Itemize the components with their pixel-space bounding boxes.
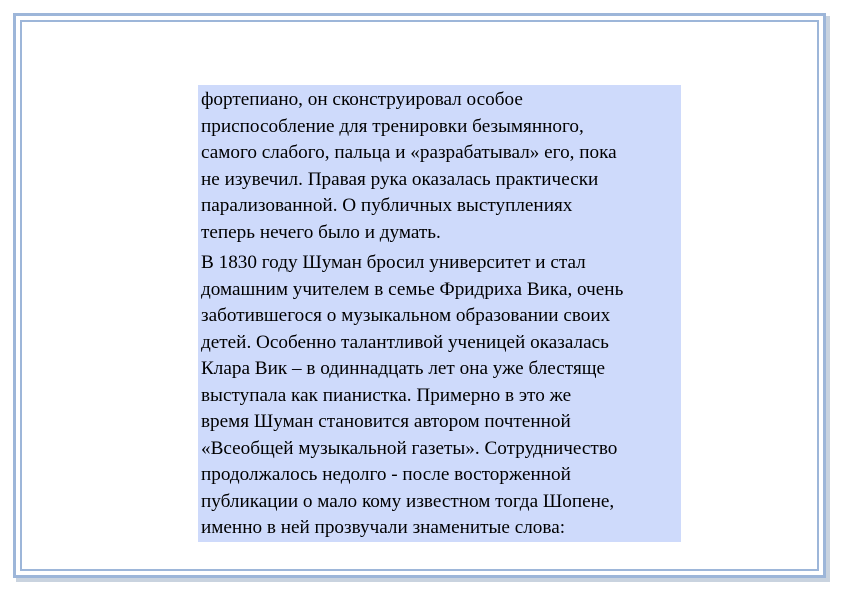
paragraph-line: не изувечил. Правая рука оказалась практически (201, 168, 599, 190)
slide-frame-shadow-right (826, 16, 830, 581)
paragraph-line: В 1830 году Шуман бросил университет и стал (201, 252, 586, 273)
slide-text-box (198, 85, 681, 542)
paragraph-line: заботившегося о музыкальном образовании своих (201, 305, 611, 326)
slide-frame-shadow-bottom (16, 578, 830, 582)
paragraph-line: выступала как пианистка. Примерно в это же (201, 384, 572, 406)
paragraph-1 (201, 87, 678, 246)
paragraph-line: именно в ней прозвучали знаменитые слова: (201, 517, 566, 538)
paragraph-line: публикации о мало кому известном тогда Шопене, (201, 490, 615, 512)
paragraph-line: приспособление для тренировки безымянного, (201, 115, 584, 137)
paragraph-line: детей. Особенно талантливой ученицей оказалась (201, 331, 609, 353)
paragraph-line: фортепиано, он сконструировал особое (201, 89, 523, 110)
paragraph-line: время Шуман становится автором почтенной (201, 411, 571, 432)
paragraph-line: теперь нечего было и думать. (201, 221, 441, 243)
paragraph-2 (201, 250, 678, 542)
paragraph-line: парализованной. О публичных выступлениях (201, 195, 573, 216)
paragraph-line: продолжалось недолго - после восторженной (201, 464, 571, 485)
paragraph-line: самого слабого, пальца и «разрабатывал» его, пока (201, 142, 617, 163)
paragraph-line: Клара Вик – в одиннадцать лет она уже блестяще (201, 358, 606, 379)
paragraph-line: «Всеобщей музыкальной газеты». Сотрудничество (201, 437, 618, 459)
paragraph-line: домашним учителем в семье Фридриха Вика, очень (201, 278, 624, 300)
